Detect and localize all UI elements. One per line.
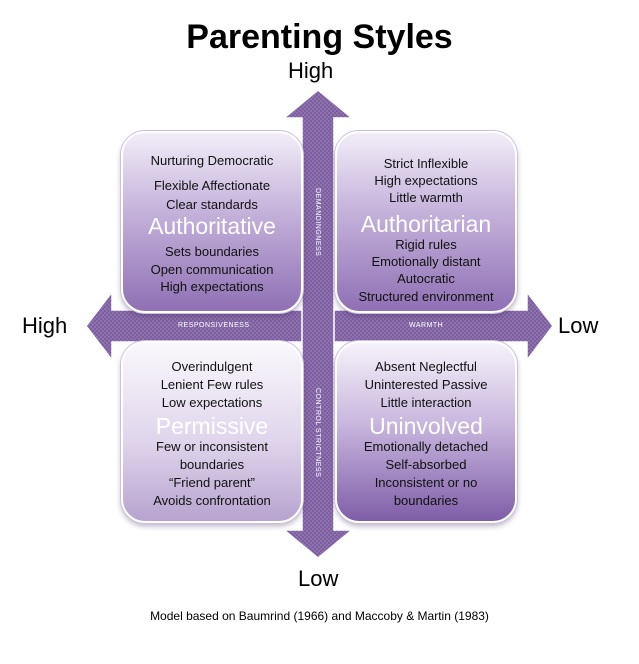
axis-right-label: Low xyxy=(558,313,599,338)
uninvolved-trait: Uninterested Passive xyxy=(364,377,488,392)
authoritarian-trait: Structured environment xyxy=(358,289,494,304)
authoritative-trait: High expectations xyxy=(160,279,264,294)
responsiveness-label: RESPONSIVENESS xyxy=(178,322,250,329)
permissive-trait: Avoids confrontation xyxy=(153,493,271,508)
demandingness-label: DEMANDINGNESS xyxy=(314,188,321,257)
authoritarian-trait: Autocratic xyxy=(397,271,455,286)
uninvolved-trait: Absent Neglectful xyxy=(375,359,477,374)
uninvolved-trait: boundaries xyxy=(393,493,459,508)
quadrant-permissive xyxy=(121,341,303,523)
uninvolved-title: Uninvolved xyxy=(369,413,483,439)
permissive-trait: boundaries xyxy=(179,457,245,472)
authoritative-trait: Clear standards xyxy=(166,197,258,212)
permissive-title: Permissive xyxy=(155,413,269,439)
quadrant-uninvolved xyxy=(335,341,517,523)
uninvolved-trait: Inconsistent or no xyxy=(374,475,478,490)
permissive-trait: Low expectations xyxy=(161,395,263,410)
quadrant-authoritarian xyxy=(335,131,517,313)
authoritative-title: Authoritative xyxy=(148,213,276,239)
control-strictness-label: CONTROL STRICTNESS xyxy=(314,388,321,478)
axis-left-label: High xyxy=(22,313,68,338)
authoritarian-trait: Strict Inflexible xyxy=(383,156,469,171)
authoritarian-title: Authoritarian xyxy=(360,211,492,237)
uninvolved-trait: Little interaction xyxy=(380,395,472,410)
permissive-trait: Few or inconsistent xyxy=(156,439,268,454)
authoritative-trait: Flexible Affectionate xyxy=(153,178,271,193)
footnote: Model based on Baumrind (1966) and Maccoby & Martin (1983) xyxy=(150,609,489,623)
warmth-label: WARMTH xyxy=(409,322,444,329)
permissive-trait: Overindulgent xyxy=(171,359,253,374)
diagram-title: Parenting Styles xyxy=(186,18,453,56)
axis-bottom-label: Low xyxy=(298,566,339,591)
axis-top-label: High xyxy=(288,58,334,83)
authoritarian-trait: Little warmth xyxy=(389,190,463,205)
authoritarian-trait: Rigid rules xyxy=(395,237,457,252)
authoritative-trait: Sets boundaries xyxy=(165,244,259,259)
authoritarian-trait: Emotionally distant xyxy=(371,254,481,269)
permissive-trait: Lenient Few rules xyxy=(160,377,264,392)
authoritative-trait: Open communication xyxy=(150,262,274,277)
uninvolved-trait: Self-absorbed xyxy=(385,457,467,472)
authoritative-trait: Nurturing Democratic xyxy=(150,153,274,168)
quadrant-authoritative xyxy=(121,131,303,313)
authoritarian-trait: High expectations xyxy=(374,173,478,188)
permissive-trait: “Friend parent” xyxy=(169,475,255,490)
uninvolved-trait: Emotionally detached xyxy=(363,439,489,454)
